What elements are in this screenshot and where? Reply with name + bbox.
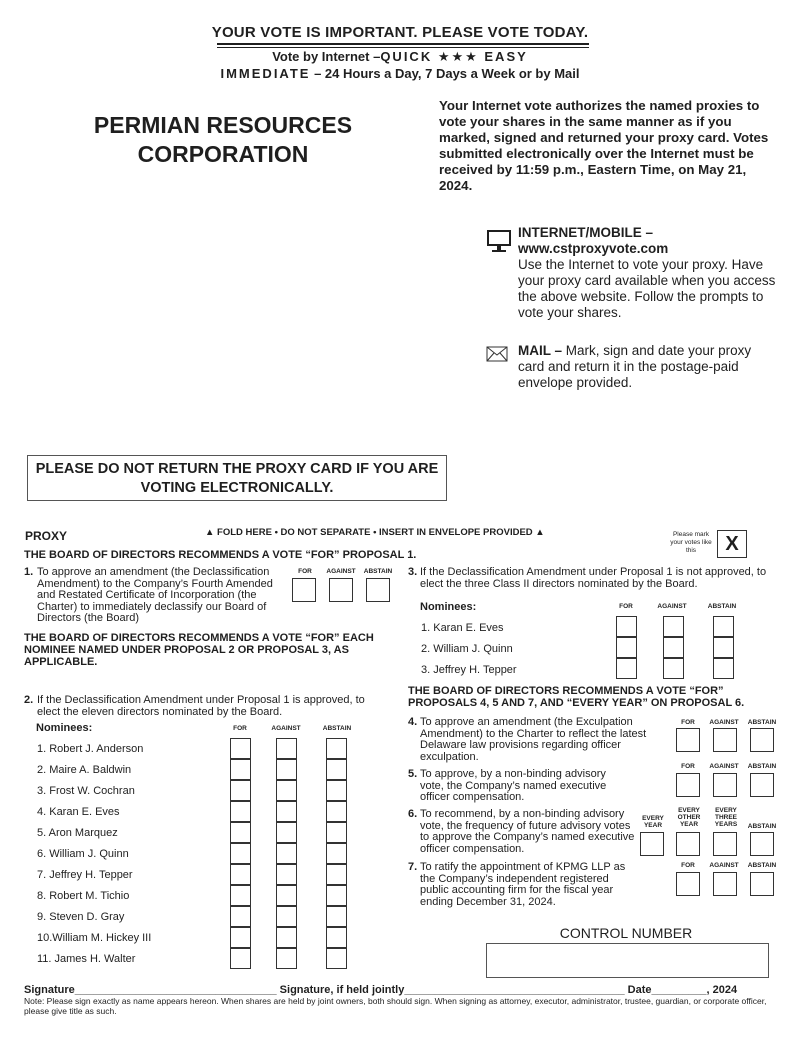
nominee-name: 1. Robert J. Anderson	[37, 743, 144, 755]
proposal-3-nominee-2-for-checkbox[interactable]	[616, 637, 637, 658]
nominee-name: 3. Frost W. Cochran	[37, 785, 135, 797]
vote-methods-line	[0, 49, 800, 65]
proposal-3-nominee-3-abstain-checkbox[interactable]	[713, 658, 734, 679]
proposal-2-nominee-2-against-checkbox[interactable]	[276, 759, 297, 780]
company-name-line2: CORPORATION	[137, 141, 309, 167]
proposal-7-against-checkbox[interactable]	[713, 872, 737, 896]
internet-title: INTERNET/MOBILE –	[518, 225, 654, 240]
proposal-4-for-checkbox[interactable]	[676, 728, 700, 752]
proposal-2-nominee-11-against-checkbox[interactable]	[276, 948, 297, 969]
mail-voting-section	[518, 343, 780, 391]
proposal-2-nominee-1-abstain-checkbox[interactable]	[326, 738, 347, 759]
proposal-2-nominee-10-for-checkbox[interactable]	[230, 927, 251, 948]
proposal-2-nominee-9-for-checkbox[interactable]	[230, 906, 251, 927]
proposal-1-text: To approve an amendment (the Declassification Amendment) to the Company’s Fourth Amended and Restated Certificate of Incorporation (the Charter) to immediately declassify our Board of Directors (the Board)	[37, 566, 273, 624]
vote-by-internet-text: Vote by Internet –	[272, 49, 381, 64]
signing-note: Note: Please sign exactly as name appears hereon. When shares are held by joint owners, both should sign. When signing as attorney, executor, administrator, trustee, guardian, or corporate officer, please give title as such.	[24, 996, 767, 1016]
computer-monitor-icon	[486, 229, 512, 258]
proposal-7-abstain-header: ABSTAIN	[747, 862, 777, 869]
proposal-5-for-header: FOR	[681, 763, 695, 770]
control-number-field[interactable]	[486, 943, 769, 978]
proposal-5-number: 5.	[408, 768, 418, 780]
nominee-name: 5. Aron Marquez	[37, 827, 118, 839]
nominee-name: 9. Steven D. Gray	[37, 911, 125, 923]
proposal-6-every-other-year-header: EVERY OTHER YEAR	[677, 807, 701, 828]
proposal-1-for-checkbox[interactable]	[292, 578, 316, 602]
proposal-6-every-year-header: EVERY YEAR	[642, 815, 664, 829]
proposal-3-nominee-1-for-checkbox[interactable]	[616, 616, 637, 637]
proposal-2-nominee-4-for-checkbox[interactable]	[230, 801, 251, 822]
proposal-6-abstain-header: ABSTAIN	[747, 823, 777, 830]
proposal-5-against-header: AGAINST	[709, 763, 739, 770]
heading-rule	[217, 43, 589, 45]
nominee-name: 11. James H. Walter	[37, 953, 136, 965]
signature-line[interactable]: Signature_________________________________ Signature, if held jointly____________________________________ Date_________, 2024	[24, 984, 738, 996]
proposal-2-nominee-3-against-checkbox[interactable]	[276, 780, 297, 801]
proposal-2-nominee-2-abstain-checkbox[interactable]	[326, 759, 347, 780]
vote-important-heading: YOUR VOTE IS IMPORTANT. PLEASE VOTE TODAY.	[211, 24, 589, 41]
nominee-name: 4. Karan E. Eves	[37, 806, 120, 818]
nominee-name: 2. Maire A. Baldwin	[37, 764, 132, 776]
proposal-1-number: 1.	[24, 566, 34, 578]
proposal-4-against-checkbox[interactable]	[713, 728, 737, 752]
mail-instructions: Mark, sign and date your proxy card and return it in the postage-paid envelope provided.	[518, 343, 752, 390]
proposal-1-against-header: AGAINST	[326, 568, 356, 575]
proposal-2-against-header: AGAINST	[271, 725, 301, 732]
proposal-1-against-checkbox[interactable]	[329, 578, 353, 602]
heading-rule-thin	[217, 47, 589, 48]
proposal-2-nominee-1-against-checkbox[interactable]	[276, 738, 297, 759]
internet-instructions: Use the Internet to vote your proxy. Have your proxy card available when you access the above website. Follow the prompts to vote your shares.	[518, 257, 776, 320]
proposal-2-nominee-5-for-checkbox[interactable]	[230, 822, 251, 843]
proposal-2-abstain-header: ABSTAIN	[322, 725, 352, 732]
proposal-1-for-header: FOR	[298, 568, 312, 575]
proposal-2-nominees-label: Nominees:	[36, 722, 93, 734]
proposal-3-nominee-2-abstain-checkbox[interactable]	[713, 637, 734, 658]
proposal-4-text: To approve an amendment (the Exculpation Amendment) to the Charter to reflect the latest Delaware law provisions regarding officer exculpation.	[420, 716, 647, 763]
proposal-2-nominee-11-abstain-checkbox[interactable]	[326, 948, 347, 969]
proposal-4-number: 4.	[408, 716, 418, 728]
proposal-2-nominee-3-abstain-checkbox[interactable]	[326, 780, 347, 801]
proposal-3-nominee-1-abstain-checkbox[interactable]	[713, 616, 734, 637]
proposal-2-nominee-6-for-checkbox[interactable]	[230, 843, 251, 864]
proposal-6-abstain-checkbox[interactable]	[750, 832, 774, 856]
proposal-5-abstain-checkbox[interactable]	[750, 773, 774, 797]
proposal-6-text: To recommend, by a non-binding advisory vote, the frequency of future advisory votes to approve the Company’s named executive officer compensation.	[420, 808, 635, 855]
proposal-5-text: To approve, by a non-binding advisory vote, the Company’s named executive officer compensation.	[420, 768, 607, 803]
proposal-7-text: To ratify the appointment of KPMG LLP as the Company’s independent registered public accounting firm for the fiscal year ending December 31, 2024.	[420, 861, 626, 908]
proposal-2-nominee-8-for-checkbox[interactable]	[230, 885, 251, 906]
internet-vote-authorization: Your Internet vote authorizes the named proxies to vote your shares in the same manner as if you marked, signed and returned your proxy card. Votes submitted electronically over the Internet must be received by 11:59 p.m., Eastern Time, on May 21, 2024.	[439, 98, 769, 193]
proposal-2-nominee-5-abstain-checkbox[interactable]	[326, 822, 347, 843]
proposal-3-text: If the Declassification Amendment under Proposal 1 is not approved, to elect the three Class II directors nominated by the Board.	[420, 566, 767, 590]
fold-instruction: ▲ FOLD HERE • DO NOT SEPARATE • INSERT IN ENVELOPE PROVIDED ▲	[205, 527, 545, 538]
proposal-4-abstain-checkbox[interactable]	[750, 728, 774, 752]
proposal-2-nominee-7-abstain-checkbox[interactable]	[326, 864, 347, 885]
proposal-6-every-three-years-checkbox[interactable]	[713, 832, 737, 856]
mail-title: MAIL –	[518, 343, 563, 358]
proposal-2-number: 2.	[24, 694, 34, 706]
proposal-2-text: If the Declassification Amendment under Proposal 1 is approved, to elect the eleven directors nominated by the Board.	[37, 694, 365, 718]
proposal-2-nominee-7-for-checkbox[interactable]	[230, 864, 251, 885]
recommendation-proposal-1: THE BOARD OF DIRECTORS RECOMMENDS A VOTE “FOR” PROPOSAL 1.	[24, 549, 417, 561]
proposal-2-nominee-1-for-checkbox[interactable]	[230, 738, 251, 759]
nominee-name: 1. Karan E. Eves	[421, 622, 504, 634]
proposal-6-number: 6.	[408, 808, 418, 820]
vote-hours-line	[0, 66, 800, 81]
recommendation-proposal-2-3: THE BOARD OF DIRECTORS RECOMMENDS A VOTE “FOR” EACH NOMINEE NAMED UNDER PROPOSAL 2 OR PROPOSAL 3, AS APPLICABLE.	[24, 632, 374, 668]
proposal-7-for-checkbox[interactable]	[676, 872, 700, 896]
nominee-name: 7. Jeffrey H. Tepper	[37, 869, 133, 881]
proposal-7-number: 7.	[408, 861, 418, 873]
proxy-vote-url[interactable]: www.cstproxyvote.com	[518, 241, 669, 256]
nominee-name: 2. William J. Quinn	[421, 643, 513, 655]
proposal-4-for-header: FOR	[681, 719, 695, 726]
proposal-2-nominee-6-against-checkbox[interactable]	[276, 843, 297, 864]
proposal-2-nominee-2-for-checkbox[interactable]	[230, 759, 251, 780]
proposal-2-nominee-8-abstain-checkbox[interactable]	[326, 885, 347, 906]
do-not-return-notice: PLEASE DO NOT RETURN THE PROXY CARD IF YOU ARE VOTING ELECTRONICALLY.	[27, 455, 447, 501]
proposal-7-for-header: FOR	[681, 862, 695, 869]
proposal-7-against-header: AGAINST	[709, 862, 739, 869]
proposal-3-against-header: AGAINST	[657, 603, 687, 610]
proposal-3-nominee-2-against-checkbox[interactable]	[663, 637, 684, 658]
proposal-3-abstain-header: ABSTAIN	[707, 603, 737, 610]
mark-example-box: X	[717, 530, 747, 558]
proposal-5-against-checkbox[interactable]	[713, 773, 737, 797]
control-number-label: CONTROL NUMBER	[559, 925, 693, 941]
proposal-3-number: 3.	[408, 566, 418, 578]
proposal-3-nominee-1-against-checkbox[interactable]	[663, 616, 684, 637]
proposal-2-nominee-11-for-checkbox[interactable]	[230, 948, 251, 969]
proposal-3-nominee-3-for-checkbox[interactable]	[616, 658, 637, 679]
proxy-label: PROXY	[25, 529, 68, 543]
proposal-2-for-header: FOR	[233, 725, 247, 732]
quick-easy-text: QUICK ★★★ EASY	[380, 49, 528, 64]
proposal-3-for-header: FOR	[619, 603, 633, 610]
proposal-4-against-header: AGAINST	[709, 719, 739, 726]
recommendation-proposals-4-7: THE BOARD OF DIRECTORS RECOMMENDS A VOTE “FOR” PROPOSALS 4, 5 AND 7, AND “EVERY YEAR” ON PROPOSAL 6.	[408, 685, 745, 709]
nominee-name: 6. William J. Quinn	[37, 848, 129, 860]
company-name	[70, 111, 376, 169]
envelope-icon	[486, 346, 512, 367]
proposal-1-abstain-header: ABSTAIN	[363, 568, 393, 575]
proposal-5-abstain-header: ABSTAIN	[747, 763, 777, 770]
proposal-4-abstain-header: ABSTAIN	[747, 719, 777, 726]
proposal-6-every-three-years-header: EVERY THREE YEARS	[714, 807, 738, 828]
nominee-name: 8. Robert M. Tichio	[37, 890, 130, 902]
company-name-line1: PERMIAN RESOURCES	[93, 112, 353, 138]
nominee-name: 3. Jeffrey H. Tepper	[421, 664, 517, 676]
proposal-2-nominee-7-against-checkbox[interactable]	[276, 864, 297, 885]
nominee-name: 10.William M. Hickey III	[37, 932, 152, 944]
proposal-2-nominee-8-against-checkbox[interactable]	[276, 885, 297, 906]
proposal-2-nominee-9-abstain-checkbox[interactable]	[326, 906, 347, 927]
proposal-2-nominee-9-against-checkbox[interactable]	[276, 906, 297, 927]
proposal-2-nominee-10-against-checkbox[interactable]	[276, 927, 297, 948]
mark-example-text: Please mark your votes like this	[670, 531, 712, 554]
proposal-3-nominees-label: Nominees:	[420, 601, 477, 613]
proposal-6-every-year-checkbox[interactable]	[640, 832, 664, 856]
proposal-2-nominee-10-abstain-checkbox[interactable]	[326, 927, 347, 948]
immediate-text: IMMEDIATE	[220, 66, 311, 81]
proposal-2-nominee-4-abstain-checkbox[interactable]	[326, 801, 347, 822]
internet-voting-section	[518, 225, 780, 321]
proposal-3-nominee-3-against-checkbox[interactable]	[663, 658, 684, 679]
hours-text: – 24 Hours a Day, 7 Days a Week or by Mail	[310, 66, 580, 81]
proposal-2-nominee-6-abstain-checkbox[interactable]	[326, 843, 347, 864]
proposal-1-abstain-checkbox[interactable]	[366, 578, 390, 602]
proposal-5-for-checkbox[interactable]	[676, 773, 700, 797]
proposal-2-nominee-5-against-checkbox[interactable]	[276, 822, 297, 843]
proposal-2-nominee-3-for-checkbox[interactable]	[230, 780, 251, 801]
proposal-2-nominee-4-against-checkbox[interactable]	[276, 801, 297, 822]
proposal-6-every-other-year-checkbox[interactable]	[676, 832, 700, 856]
proposal-7-abstain-checkbox[interactable]	[750, 872, 774, 896]
